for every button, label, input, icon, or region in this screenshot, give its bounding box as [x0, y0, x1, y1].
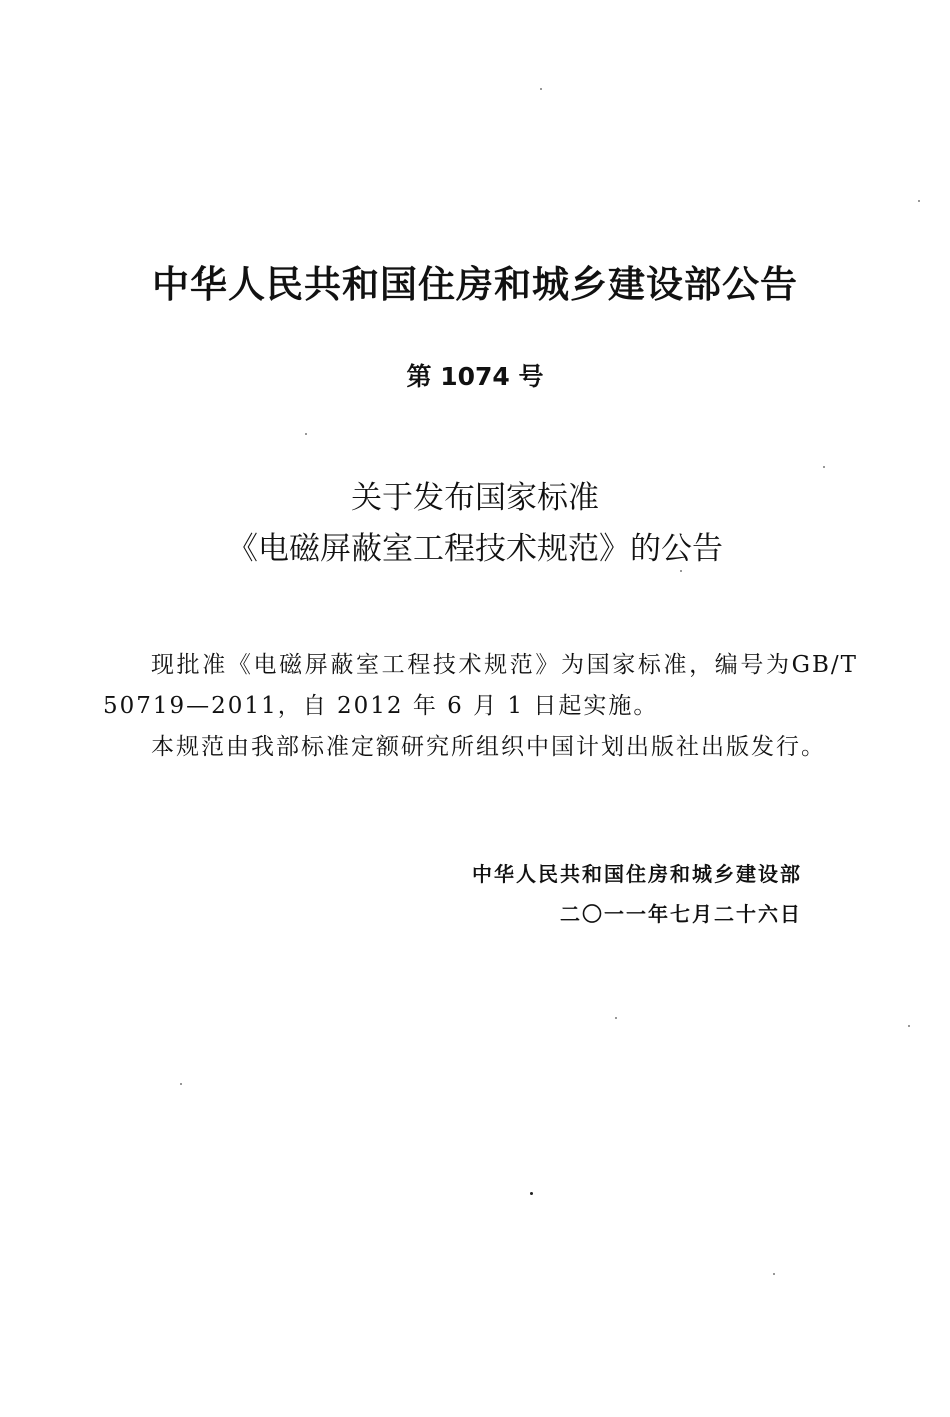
- scan-speck: [180, 1083, 182, 1085]
- scan-speck: [918, 200, 920, 202]
- scan-speck: [540, 88, 542, 90]
- announcement-title-line-2: 《电磁屏蔽室工程技术规范》的公告: [227, 531, 723, 567]
- scan-speck: [773, 1273, 775, 1275]
- announcement-number: 第 1074 号: [406, 362, 544, 391]
- announcement-title-line-1: 关于发布国家标准: [351, 480, 599, 516]
- scan-speck: [680, 570, 682, 572]
- body-paragraph-1: 现批准《电磁屏蔽室工程技术规范》为国家标准，编号为GB/T 50719—2011，自 2012 年 6 月 1 日起实施。: [103, 652, 858, 719]
- issuer-signature: 中华人民共和国住房和城乡建设部: [472, 862, 802, 886]
- scan-speck: [908, 1025, 910, 1027]
- scan-speck: [823, 466, 825, 468]
- scan-speck: [305, 433, 307, 435]
- scan-speck: [530, 1192, 533, 1195]
- issue-date: 二〇一一年七月二十六日: [560, 902, 802, 926]
- scan-speck: [615, 1017, 617, 1019]
- body-paragraph-2: 本规范由我部标准定额研究所组织中国计划出版社出版发行。: [151, 734, 826, 760]
- announcement-heading: 中华人民共和国住房和城乡建设部公告: [152, 263, 798, 306]
